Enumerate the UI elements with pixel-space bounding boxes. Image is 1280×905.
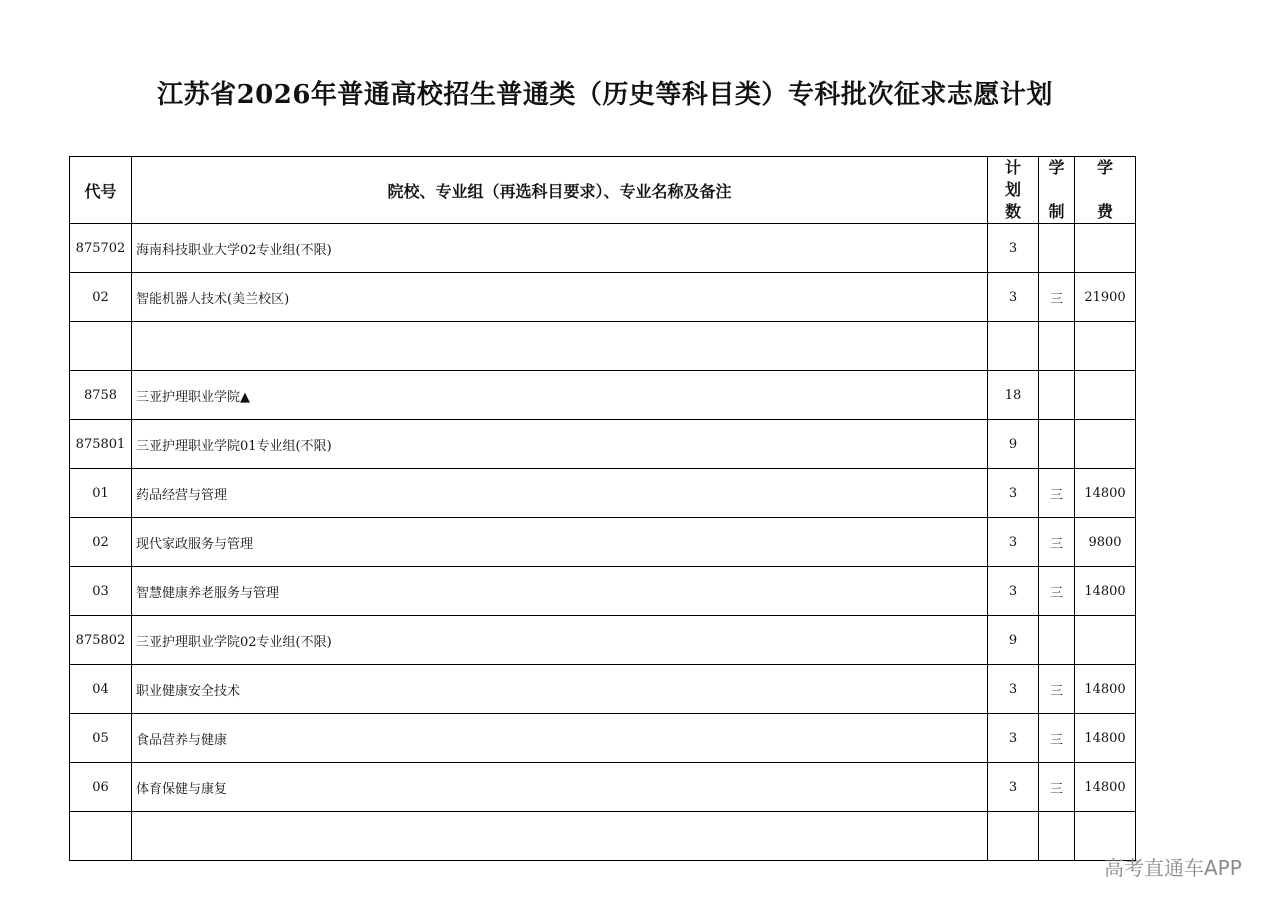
header-code: 代号 xyxy=(70,157,132,224)
cell-plan: 3 xyxy=(988,763,1039,812)
header-plan-char: 划 xyxy=(1004,180,1021,199)
cell-duration: 三 xyxy=(1039,469,1075,518)
cell-fee: 14800 xyxy=(1075,714,1136,763)
cell-code xyxy=(70,812,132,861)
table-row xyxy=(70,273,1136,322)
cell-duration xyxy=(1039,616,1075,665)
cell-fee xyxy=(1075,420,1136,469)
header-plan-char: 计 xyxy=(1004,158,1021,177)
cell-plan: 3 xyxy=(988,665,1039,714)
cell-plan: 9 xyxy=(988,420,1039,469)
cell-plan: 3 xyxy=(988,567,1039,616)
cell-fee xyxy=(1075,322,1136,371)
cell-fee xyxy=(1075,616,1136,665)
cell-code: 02 xyxy=(70,273,132,322)
cell-fee: 21900 xyxy=(1075,273,1136,322)
table-row xyxy=(70,665,1136,714)
table-row xyxy=(70,763,1136,812)
cell-code: 04 xyxy=(70,665,132,714)
table-row xyxy=(70,224,1136,273)
table-row xyxy=(70,420,1136,469)
cell-duration xyxy=(1039,224,1075,273)
cell-duration: 三 xyxy=(1039,714,1075,763)
cell-code: 02 xyxy=(70,518,132,567)
table-header-row xyxy=(70,157,1136,224)
cell-duration xyxy=(1039,812,1075,861)
cell-code: 06 xyxy=(70,763,132,812)
cell-name: 职业健康安全技术 xyxy=(132,665,988,714)
cell-code: 875702 xyxy=(70,224,132,273)
header-fee xyxy=(1075,157,1136,224)
cell-plan: 3 xyxy=(988,273,1039,322)
header-plan xyxy=(988,157,1039,224)
cell-fee xyxy=(1075,371,1136,420)
header-fee-char: 学 xyxy=(1096,158,1113,177)
cell-plan: 18 xyxy=(988,371,1039,420)
cell-duration: 三 xyxy=(1039,518,1075,567)
cell-plan: 3 xyxy=(988,714,1039,763)
cell-code: 875801 xyxy=(70,420,132,469)
header-duration-char: 制 xyxy=(1048,202,1065,221)
cell-fee: 14800 xyxy=(1075,763,1136,812)
watermark-text: 高考直通车APP xyxy=(1104,856,1242,880)
table-row xyxy=(70,714,1136,763)
cell-fee xyxy=(1075,224,1136,273)
cell-duration xyxy=(1039,420,1075,469)
cell-duration: 三 xyxy=(1039,567,1075,616)
cell-name: 现代家政服务与管理 xyxy=(132,518,988,567)
cell-fee: 14800 xyxy=(1075,665,1136,714)
cell-name: 三亚护理职业学院02专业组(不限) xyxy=(132,616,988,665)
page-title: 江苏省2026年普通高校招生普通类（历史等科目类）专科批次征求志愿计划 xyxy=(157,80,1053,110)
table-row xyxy=(70,567,1136,616)
header-fee-char: 费 xyxy=(1096,202,1113,221)
cell-fee: 14800 xyxy=(1075,567,1136,616)
cell-plan xyxy=(988,812,1039,861)
cell-plan: 3 xyxy=(988,224,1039,273)
cell-code: 05 xyxy=(70,714,132,763)
table-row xyxy=(70,812,1136,861)
header-name: 院校、专业组（再选科目要求）、专业名称及备注 xyxy=(132,157,988,224)
table-row xyxy=(70,322,1136,371)
cell-code: 875802 xyxy=(70,616,132,665)
table-row xyxy=(70,616,1136,665)
cell-name: 体育保健与康复 xyxy=(132,763,988,812)
cell-name: 海南科技职业大学02专业组(不限) xyxy=(132,224,988,273)
cell-plan: 9 xyxy=(988,616,1039,665)
table-row xyxy=(70,518,1136,567)
table-row xyxy=(70,371,1136,420)
cell-name: 智慧健康养老服务与管理 xyxy=(132,567,988,616)
cell-duration xyxy=(1039,371,1075,420)
cell-duration: 三 xyxy=(1039,665,1075,714)
header-duration-char: 学 xyxy=(1048,158,1065,177)
cell-name xyxy=(132,812,988,861)
cell-name: 三亚护理职业学院01专业组(不限) xyxy=(132,420,988,469)
cell-name xyxy=(132,322,988,371)
cell-fee: 9800 xyxy=(1075,518,1136,567)
cell-duration xyxy=(1039,322,1075,371)
cell-name: 三亚护理职业学院▲ xyxy=(132,371,988,420)
cell-code: 8758 xyxy=(70,371,132,420)
cell-name: 智能机器人技术(美兰校区) xyxy=(132,273,988,322)
cell-plan: 3 xyxy=(988,518,1039,567)
table-row xyxy=(70,469,1136,518)
cell-code xyxy=(70,322,132,371)
plan-table xyxy=(69,156,1136,861)
cell-plan: 3 xyxy=(988,469,1039,518)
cell-plan xyxy=(988,322,1039,371)
cell-fee: 14800 xyxy=(1075,469,1136,518)
cell-name: 食品营养与健康 xyxy=(132,714,988,763)
cell-duration: 三 xyxy=(1039,273,1075,322)
header-duration xyxy=(1039,157,1075,224)
cell-duration: 三 xyxy=(1039,763,1075,812)
cell-code: 03 xyxy=(70,567,132,616)
header-plan-char: 数 xyxy=(1004,202,1021,221)
cell-name: 药品经营与管理 xyxy=(132,469,988,518)
cell-code: 01 xyxy=(70,469,132,518)
